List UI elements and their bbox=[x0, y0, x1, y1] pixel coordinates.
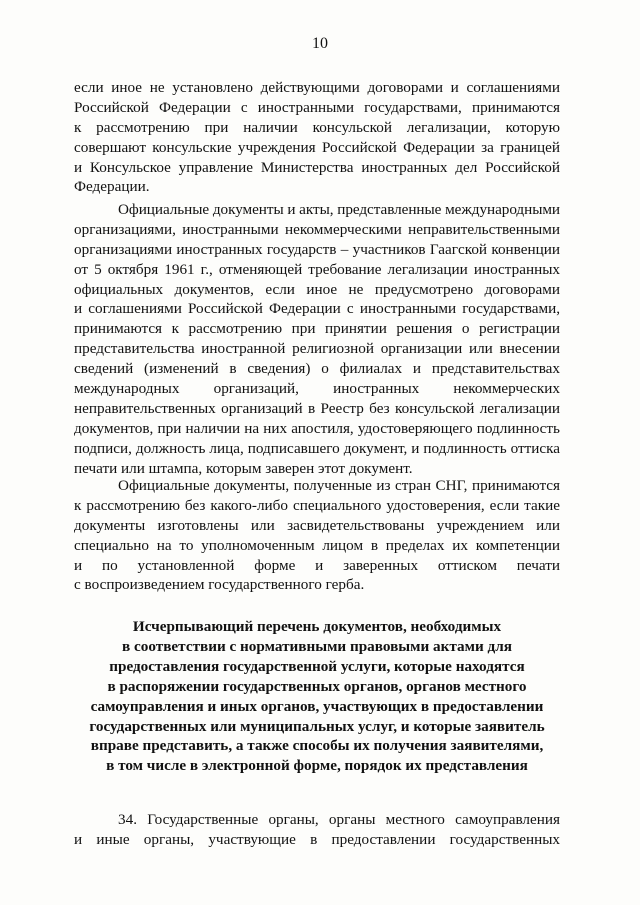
text-line: подписи, должность лица, подписавшего документ, и подлинность оттиска bbox=[74, 439, 560, 457]
text-line: печати или штампа, которым заверен этот документ. bbox=[74, 459, 413, 477]
text-line: принимаются к рассмотрению при принятии решения о регистрации bbox=[74, 320, 560, 338]
section-heading bbox=[74, 617, 560, 776]
text-line: и по установленной форме и заверенных оттиском печати bbox=[74, 556, 560, 574]
text-line: 34. Государственные органы, органы местного самоуправления bbox=[118, 811, 560, 828]
heading-line: Исчерпывающий перечень документов, необходимых bbox=[132, 618, 502, 635]
text-line: неправительственных организаций в Реестр без консульской легализации bbox=[74, 399, 560, 417]
text-line: организациями иностранных государств – участников Гаагской конвенции bbox=[74, 240, 560, 258]
text-line: Официальные документы, полученные из стран СНГ, принимаются bbox=[118, 477, 560, 494]
paragraph-34 bbox=[74, 810, 560, 850]
text-line: к рассмотрению при наличии консульской легализации, которую bbox=[74, 118, 560, 136]
paragraph-foreign-documents bbox=[74, 200, 560, 478]
paragraph-cis-documents bbox=[74, 476, 560, 595]
text-line: представительства иностранной религиозной организации или внесении bbox=[74, 340, 560, 358]
text-line: специально на то уполномоченным лицом в пределах их компетенции bbox=[74, 536, 560, 554]
text-line: совершают консульские учреждения Российской Федерации за границей bbox=[74, 138, 560, 156]
text-line: и соглашениями Российской Федерации с иностранными государствами, bbox=[74, 300, 560, 318]
heading-line: предоставления государственной услуги, которые находятся bbox=[109, 657, 525, 675]
text-line: Федерации. bbox=[74, 178, 150, 196]
continuation-paragraph bbox=[74, 78, 560, 197]
text-line: если иное не установлено действующими договорами и соглашениями bbox=[74, 79, 560, 96]
text-line: к рассмотрению без какого-либо специального удостоверения, если такие bbox=[74, 496, 560, 514]
heading-line: самоуправления и иных органов, участвующих в предоставлении bbox=[90, 697, 544, 715]
heading-line: государственных или муниципальных услуг, и которые заявитель bbox=[89, 717, 545, 735]
text-line: с воспроизведением государственного герба. bbox=[74, 576, 365, 594]
text-line: международных организаций, иностранных некоммерческих bbox=[74, 380, 560, 398]
heading-line: в том числе в электронной форме, порядок их представления bbox=[106, 757, 528, 775]
text-line: официальных документов, если иное не предусмотрено договорами bbox=[74, 280, 560, 298]
text-line: организациями, иностранными некоммерческими неправительственными bbox=[74, 220, 560, 238]
text-line: от 5 октября 1961 г., отменяющей требование легализации иностранных bbox=[74, 260, 560, 278]
heading-line: вправе представить, а также способы их получения заявителями, bbox=[90, 737, 544, 755]
text-line: документы изготовлены или засвидетельствованы учреждением или bbox=[74, 516, 560, 534]
heading-line: в распоряжении государственных органов, органов местного bbox=[107, 677, 527, 695]
text-line: Российской Федерации с иностранными государствами, принимаются bbox=[74, 98, 560, 116]
text-line: сведений (изменений в сведения) о филиалах и представительствах bbox=[74, 360, 560, 378]
text-line: документов, при наличии на них апостиля, удостоверяющего подлинность bbox=[74, 419, 560, 437]
heading-line: в соответствии с нормативными правовыми актами для bbox=[122, 637, 512, 655]
text-line: и Консульское управление Министерства иностранных дел Российской bbox=[74, 158, 560, 176]
text-line: Официальные документы и акты, представленные международными bbox=[118, 201, 560, 218]
page-number: 10 bbox=[312, 35, 328, 52]
text-line: и иные органы, участвующие в предоставлении государственных bbox=[74, 830, 560, 848]
